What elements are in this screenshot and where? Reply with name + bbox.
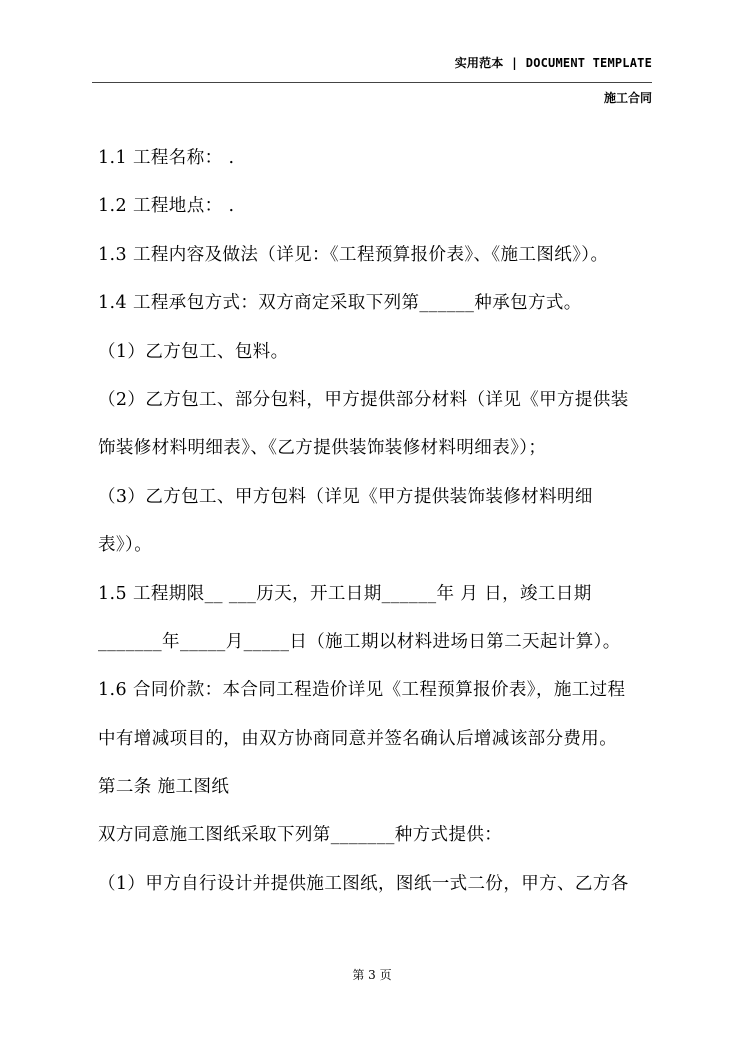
article-2-option-1: （1）甲方自行设计并提供施工图纸，图纸一式二份，甲方、乙方各 <box>98 873 629 894</box>
header-document-template-label: 实用范本 | DOCUMENT TEMPLATE <box>454 56 652 70</box>
option-1-labor-and-material: （1）乙方包工、包料。 <box>98 341 289 362</box>
header-divider <box>92 82 652 83</box>
clause-1-3-project-content: 1.3 工程内容及做法（详见：《工程预算报价表》、《施工图纸》）。 <box>98 244 609 265</box>
article-2-heading: 第二条 施工图纸 <box>98 777 230 798</box>
clause-1-1-project-name: 1.1 工程名称： . <box>98 148 235 168</box>
clause-1-6-contract-price: 1.6 合同价款：本合同工程造价详见《工程预算报价表》，施工过程 <box>98 680 626 701</box>
clause-1-4-contract-method: 1.4 工程承包方式：双方商定采取下列第______种承包方式。 <box>98 293 582 314</box>
clause-1-5-duration-continued: _______年_____月_____日（施工期以材料进场日第二天起计算）。 <box>98 631 621 652</box>
option-3-owner-material: （3）乙方包工、甲方包料（详见《甲方提供装饰装修材料明细 <box>98 486 593 507</box>
page-number: 第 3 页 <box>352 968 392 982</box>
article-2-drawing-method: 双方同意施工图纸采取下列第_______种方式提供： <box>98 825 503 846</box>
clause-1-6-contract-price-continued: 中有增减项目的，由双方协商同意并签名确认后增减该部分费用。 <box>98 728 618 749</box>
option-3-owner-material-continued: 表》）。 <box>98 535 153 556</box>
contract-body <box>98 140 658 914</box>
header-document-type: 施工合同 <box>603 91 652 105</box>
option-2-partial-material: （2）乙方包工、部分包料，甲方提供部分材料（详见《甲方提供装 <box>98 389 629 410</box>
clause-1-2-project-location: 1.2 工程地点： . <box>98 196 235 217</box>
option-2-partial-material-continued: 饰装修材料明细表》、《乙方提供装饰装修材料明细表》）； <box>98 438 547 459</box>
clause-1-5-duration: 1.5 工程期限__ ___历天，开工日期______年 月 日，竣工日期 <box>98 583 592 604</box>
